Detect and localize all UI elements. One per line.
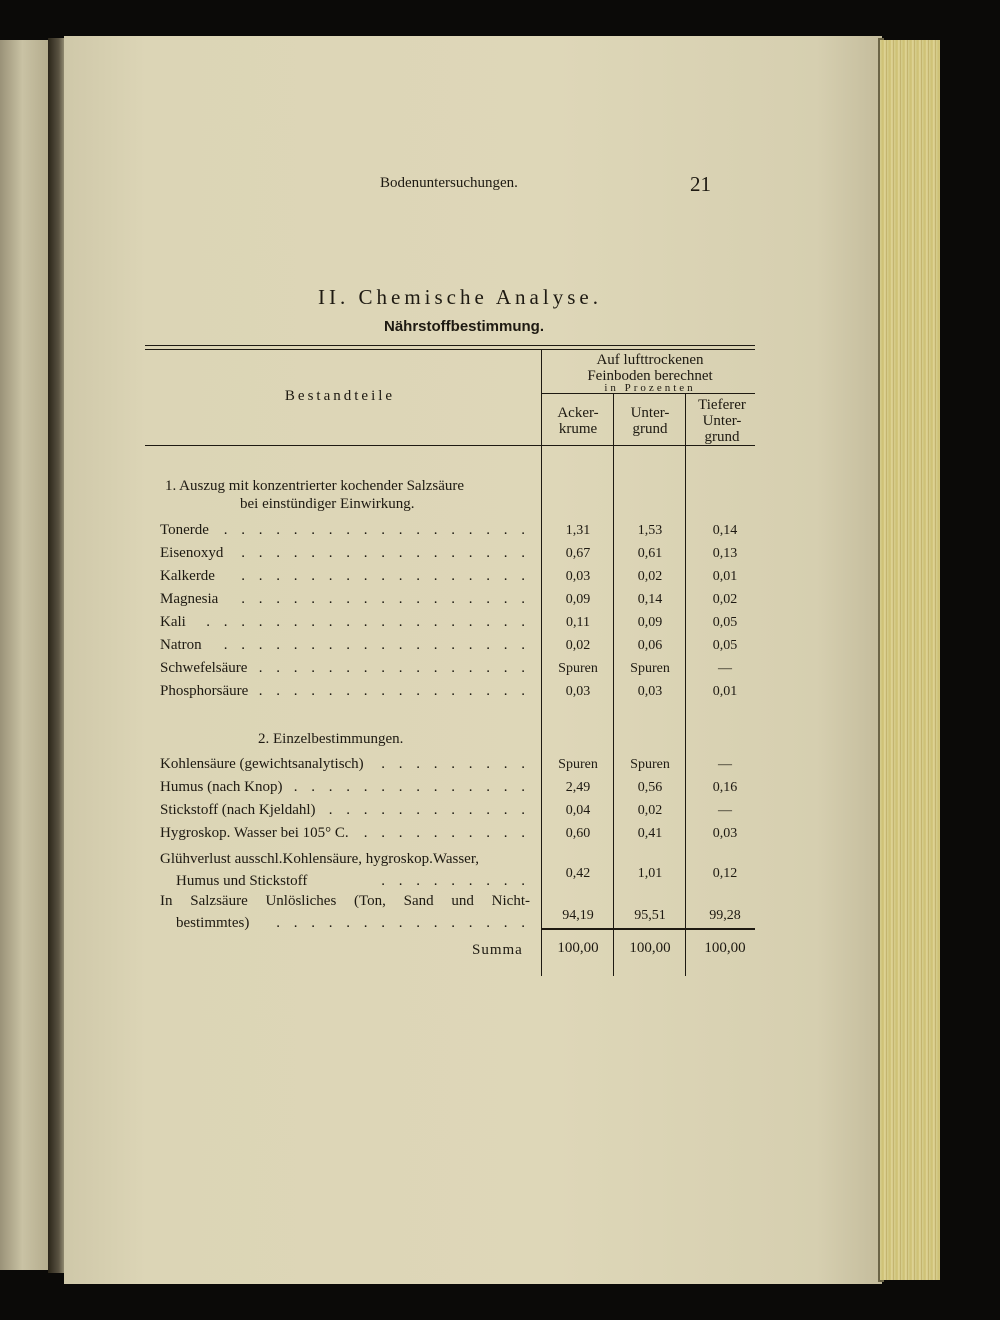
leader-dots: . . . . . . . . . . . . . .: [293, 779, 530, 795]
cell-value: 0,11: [566, 615, 590, 630]
col-header-untergrund-1: Unter-: [630, 405, 670, 421]
cell-value: 0,42: [565, 866, 591, 881]
table-row: [160, 683, 530, 703]
section1-heading-line-2: bei einstündiger Einwirkung.: [240, 496, 415, 512]
leader-dots: . . . . . . . . . . . . . . . . .: [241, 545, 530, 561]
row-label: Schwefelsäure: [160, 660, 248, 676]
summa-value: 100,00: [704, 940, 746, 956]
leader-dots: . . . . . . . . . . . .: [328, 802, 530, 818]
row-label-line-2: Humus und Stickstoff: [176, 873, 308, 889]
cell-value: 0,03: [565, 569, 591, 584]
table-row: [160, 591, 530, 611]
cell-value: 0,02: [637, 803, 663, 818]
cell-value: 1,01: [637, 866, 663, 881]
cell-value: 0,67: [565, 546, 591, 561]
left-page-edge: [0, 40, 50, 1270]
cell-value: 0,09: [637, 615, 663, 630]
table-row: [160, 614, 530, 634]
subtitle: Nährstoffbestimmung.: [384, 318, 545, 335]
leader-dots: . . . . . . . . . . . . . . . . .: [241, 591, 530, 607]
col-header-ackerkrume-2: krume: [558, 421, 598, 437]
leader-dots: . . . . . . . . .: [381, 756, 530, 772]
col-header-tieferer-2: Unter-: [702, 413, 742, 429]
table-top-rule-2: [145, 349, 755, 350]
cell-value: 94,19: [562, 908, 594, 923]
col-header-untergrund-2: grund: [632, 421, 668, 437]
leader-dots: . . . . . . . . . . . . . . . .: [258, 683, 530, 699]
leader-dots: . . . . . . . . . .: [363, 825, 530, 841]
cell-value: 1,53: [637, 523, 663, 538]
cell-value: 0,01: [712, 569, 738, 584]
row-label-line-1: In Salzsäure Unlösliches (Ton, Sand und Nicht-: [160, 893, 530, 909]
table-row: [160, 660, 530, 680]
col-divider-2: [613, 394, 614, 976]
row-label: Eisenoxyd: [160, 545, 224, 561]
table-row: [160, 779, 530, 799]
col-label-header: Bestandteile: [284, 388, 396, 404]
row-label: Magnesia: [160, 591, 219, 607]
section-title: II. Chemische Analyse.: [318, 285, 602, 309]
leader-dots: . . . . . . . . . . . . . . . . . .: [223, 522, 530, 538]
cell-value: 99,28: [709, 908, 741, 923]
leader-dots: . . . . . . . . . . . . . . . . .: [241, 568, 530, 584]
cell-value: Spuren: [630, 757, 670, 772]
cell-value: 0,60: [565, 826, 591, 841]
cell-value: 0,03: [712, 826, 738, 841]
table-row: [160, 756, 530, 776]
cell-value: 1,31: [565, 523, 591, 538]
cell-value: 95,51: [634, 908, 666, 923]
cell-value: Spuren: [558, 757, 598, 772]
cell-value: 0,14: [637, 592, 663, 607]
row-label: Natron: [160, 637, 202, 653]
page-number: 21: [690, 172, 711, 196]
cell-value: 0,41: [637, 826, 663, 841]
cell-value: 0,03: [565, 684, 591, 699]
cell-value: —: [718, 757, 732, 772]
section1-heading-line-1: 1. Auszug mit konzentrierter kochender Salzsäure: [165, 478, 465, 494]
col-header-tieferer-3: grund: [704, 429, 740, 445]
cell-value: 0,56: [637, 780, 663, 795]
cell-value: 0,61: [637, 546, 663, 561]
leader-dots: . . . . . . . . .: [381, 873, 530, 889]
cell-value: 0,01: [712, 684, 738, 699]
leader-dots: . . . . . . . . . . . . . . .: [276, 915, 530, 931]
cell-value: Spuren: [630, 661, 670, 676]
running-head: Bodenuntersuchungen.: [380, 175, 518, 191]
row-label: Kohlensäure (gewichtsanalytisch): [160, 756, 364, 772]
leader-dots: . . . . . . . . . . . . . . . . . . .: [206, 614, 530, 630]
summa-value: 100,00: [629, 940, 671, 956]
cell-value: 2,49: [565, 780, 591, 795]
col-divider-3: [685, 394, 686, 976]
table-row-unloesliches: [160, 890, 530, 934]
summa-label: Summa: [472, 942, 523, 958]
col-header-tieferer-1: Tieferer: [698, 397, 746, 413]
table-row-gluehverlust: [160, 848, 530, 892]
cell-value: 0,16: [712, 780, 738, 795]
row-label-line-2: bestimmtes): [176, 915, 250, 931]
header-bottom-rule: [145, 445, 755, 446]
row-label: Tonerde: [160, 522, 209, 538]
cell-value: —: [718, 803, 732, 818]
cell-value: —: [718, 661, 732, 676]
row-label: Phosphorsäure: [160, 683, 249, 699]
row-label-line-1: Glühverlust ausschl.Kohlensäure, hygroskop.Wasser,: [160, 851, 479, 867]
group-header-line-2: Feinboden berechnet: [587, 368, 713, 384]
row-label: Humus (nach Knop): [160, 779, 283, 795]
leader-dots: . . . . . . . . . . . . . . . .: [258, 660, 530, 676]
cell-value: 0,12: [712, 866, 738, 881]
cell-value: 0,02: [712, 592, 738, 607]
row-label: Hygroskop. Wasser bei 105° C.: [160, 825, 349, 841]
row-label: Kalkerde: [160, 568, 215, 584]
leader-dots: . . . . . . . . . . . . . . . . . .: [223, 637, 530, 653]
cell-value: 0,03: [637, 684, 663, 699]
col-divider-1: [541, 350, 542, 976]
table-row: [160, 802, 530, 822]
table-top-rule-1: [145, 345, 755, 346]
cell-value: 0,13: [712, 546, 738, 561]
cell-value: 0,06: [637, 638, 663, 653]
cell-value: 0,05: [712, 615, 738, 630]
table-row: [160, 568, 530, 588]
cell-value: 0,02: [637, 569, 663, 584]
table-row: [160, 825, 530, 845]
cell-value: 0,02: [565, 638, 591, 653]
group-header-line-1: Auf lufttrockenen: [596, 352, 704, 368]
summa-rule-1: [542, 928, 755, 930]
col-header-ackerkrume-1: Acker-: [557, 405, 599, 421]
group-header-line-3: in Prozenten: [604, 382, 696, 394]
row-label: Stickstoff (nach Kjeldahl): [160, 802, 316, 818]
page-block-edges: [880, 40, 940, 1280]
cell-value: Spuren: [558, 661, 598, 676]
cell-value: 0,09: [565, 592, 591, 607]
table-row: [160, 637, 530, 657]
row-label: Kali: [160, 614, 186, 630]
table-row: [160, 522, 530, 542]
cell-value: 0,05: [712, 638, 738, 653]
cell-value: 0,14: [712, 523, 738, 538]
section2-heading: 2. Einzelbestimmungen.: [258, 731, 404, 747]
table-row: [160, 545, 530, 565]
cell-value: 0,04: [565, 803, 591, 818]
summa-value: 100,00: [557, 940, 599, 956]
